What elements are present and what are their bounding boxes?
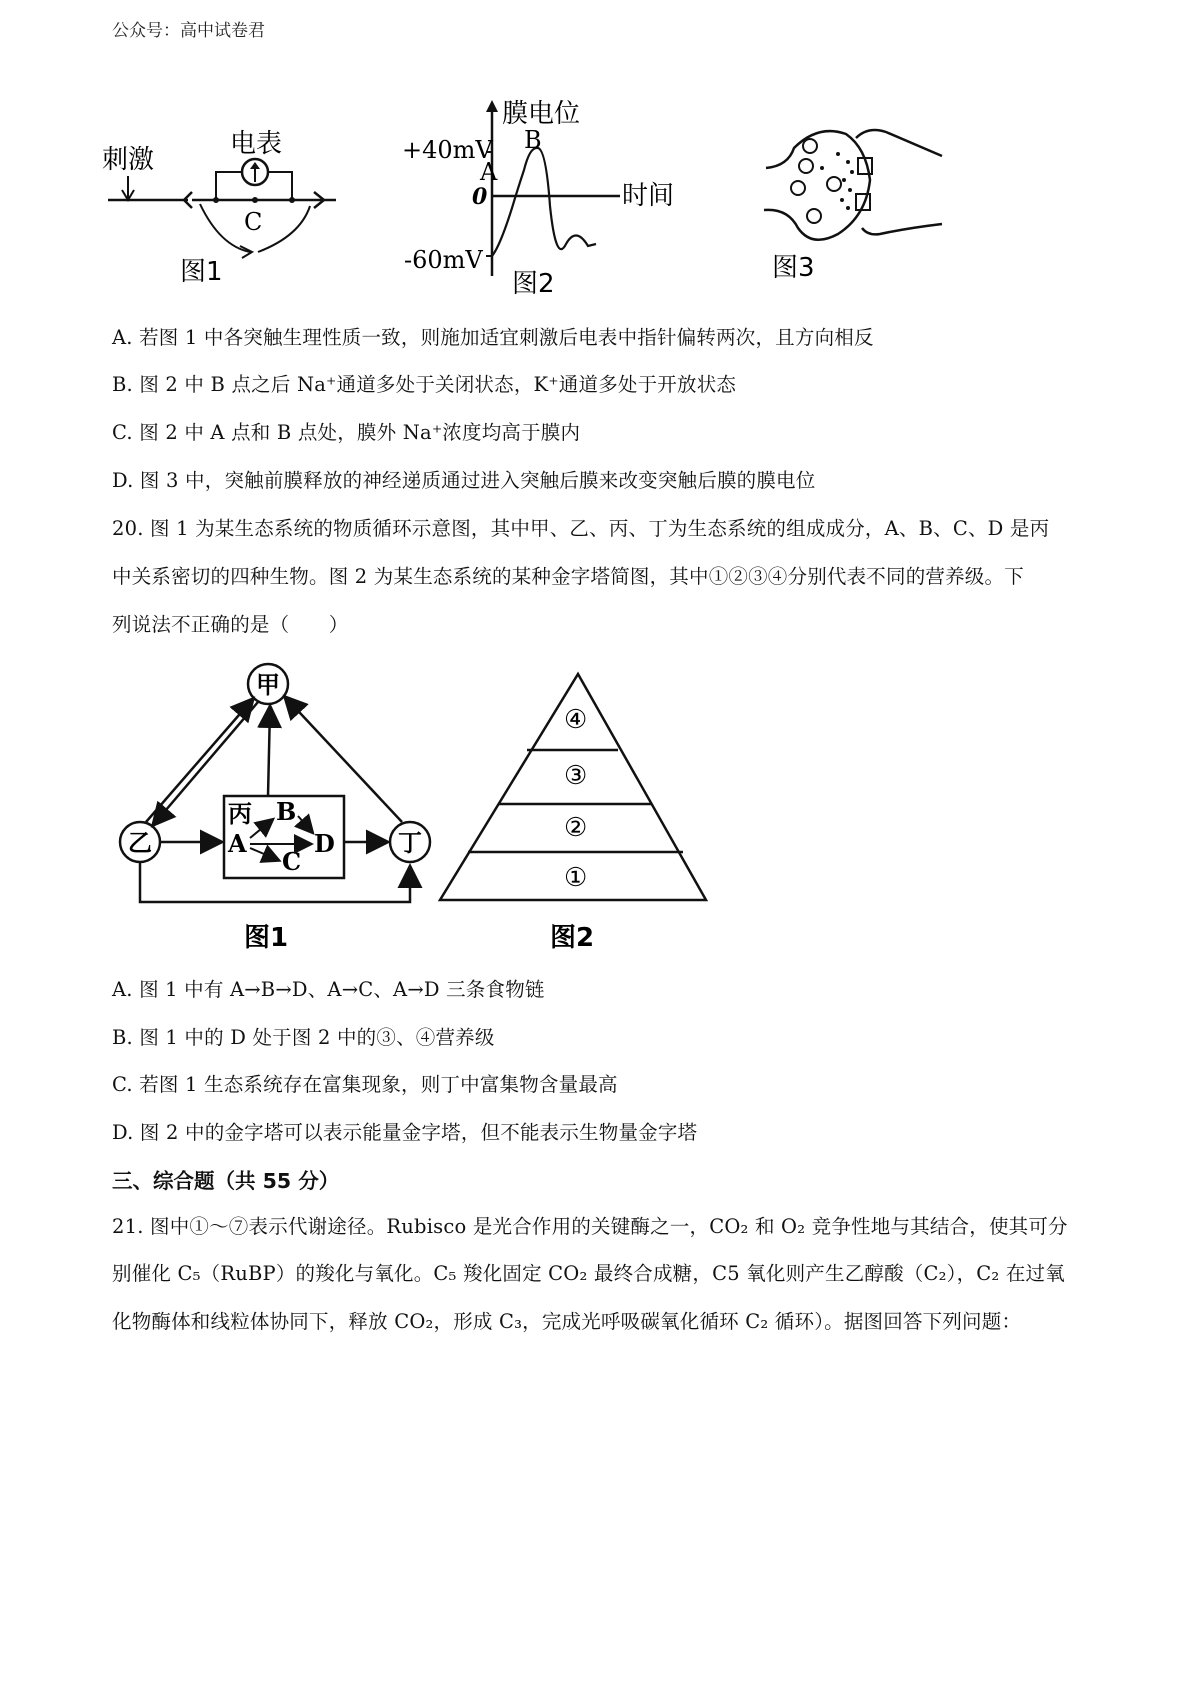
vesicle bbox=[799, 159, 813, 173]
vesicle bbox=[807, 209, 821, 223]
stimulus-label: 刺激 bbox=[102, 145, 155, 175]
page-header: 公众号：高中试卷君 bbox=[112, 21, 265, 41]
q19-figure-3 bbox=[758, 124, 958, 294]
fig3-caption: 图3 bbox=[772, 253, 815, 283]
postsynaptic-bottom bbox=[862, 224, 942, 234]
action-potential-curve bbox=[492, 148, 596, 256]
b-label: B bbox=[276, 797, 297, 826]
v-low-label: -60mV bbox=[404, 246, 483, 274]
bing-label: 丙 bbox=[228, 799, 252, 828]
q19-option-c: C. 图 2 中 A 点和 B 点处，膜外 Na⁺浓度均高于膜内 bbox=[112, 421, 581, 444]
section-title: 三、综合题（共 55 分） bbox=[112, 1169, 340, 1193]
q20-stem-line-2: 中关系密切的四种生物。图 2 为某生态系统的某种金字塔简图，其中①②③④分别代表不同的营养级。下 bbox=[112, 565, 1024, 588]
fig2-caption: 图2 bbox=[512, 269, 555, 296]
meter-label: 电表 bbox=[230, 129, 283, 159]
point-b-label: B bbox=[524, 126, 542, 154]
level-2: ② bbox=[564, 813, 588, 843]
c-label: C bbox=[282, 847, 302, 876]
q20-fig1-caption: 图1 bbox=[244, 923, 289, 953]
q20-figure-1 bbox=[108, 656, 448, 956]
q20-fig2-caption: 图2 bbox=[550, 923, 595, 952]
v-high-label: +40mV bbox=[402, 136, 493, 164]
q19-figure-1 bbox=[100, 118, 360, 288]
ding-label: 丁 bbox=[398, 828, 422, 857]
zero-label: 0 bbox=[472, 184, 488, 210]
a-label: A bbox=[228, 829, 247, 858]
y-axis-label: 膜电位 bbox=[502, 99, 581, 129]
vesicle bbox=[791, 181, 805, 195]
vesicle bbox=[827, 177, 841, 191]
q20-option-a: A. 图 1 中有 A→B→D、A→C、A→D 三条食物链 bbox=[112, 978, 545, 1001]
level-3: ③ bbox=[564, 761, 588, 791]
vesicle bbox=[803, 139, 817, 153]
yi-label: 乙 bbox=[128, 828, 152, 857]
level-1: ① bbox=[564, 863, 588, 893]
point-c-label: C bbox=[244, 208, 263, 236]
jia-label: 甲 bbox=[256, 670, 280, 699]
q20-stem-line-3: 列说法不正确的是（ ） bbox=[112, 613, 349, 636]
q20-figure-2 bbox=[438, 670, 718, 952]
q19-option-d: D. 图 3 中，突触前膜释放的神经递质通过进入突触后膜来改变突触后膜的膜电位 bbox=[112, 469, 816, 492]
q20-option-d: D. 图 2 中的金字塔可以表示能量金字塔，但不能表示生物量金字塔 bbox=[112, 1121, 698, 1144]
q21-stem-line-1: 21. 图中①～⑦表示代谢途径。Rubisco 是光合作用的关键酶之一，CO₂ 和 O₂ 竞争性地与其结合，使其可分 bbox=[112, 1215, 1068, 1238]
point-a-label: A bbox=[480, 158, 498, 186]
q20-option-c: C. 若图 1 生态系统存在富集现象，则丁中富集物含量最高 bbox=[112, 1073, 618, 1096]
branch-neuron bbox=[200, 204, 250, 252]
q20-stem-line-1: 20. 图 1 为某生态系统的物质循环示意图，其中甲、乙、丙、丁为生态系统的组成成分，A、B、C、D 是丙 bbox=[112, 517, 1050, 540]
q19-option-a: A. 若图 1 中各突触生理性质一致，则施加适宜刺激后电表中指针偏转两次，且方向相反 bbox=[112, 326, 874, 349]
q21-stem-line-3: 化物酶体和线粒体协同下，释放 CO₂，形成 C₃，完成光呼吸碳氧化循环 C₂ 循环）。据图回答下列问题： bbox=[112, 1310, 1022, 1333]
q20-option-b: B. 图 1 中的 D 处于图 2 中的③、④营养级 bbox=[112, 1026, 495, 1049]
level-4: ④ bbox=[564, 705, 588, 735]
q19-figure-2 bbox=[400, 96, 680, 296]
q19-option-b: B. 图 2 中 B 点之后 Na⁺通道多处于关闭状态，K⁺通道多处于开放状态 bbox=[112, 373, 737, 396]
d-label: D bbox=[314, 829, 335, 858]
x-axis-label: 时间 bbox=[622, 181, 675, 211]
q21-stem-line-2: 别催化 C₅（RuBP）的羧化与氧化。C₅ 羧化固定 CO₂ 最终合成糖，C5 氧化则产生乙醇酸（C₂），C₂ 在过氧 bbox=[112, 1262, 1065, 1285]
postsynaptic-top bbox=[856, 130, 942, 156]
fig1-caption: 图1 bbox=[180, 257, 223, 287]
